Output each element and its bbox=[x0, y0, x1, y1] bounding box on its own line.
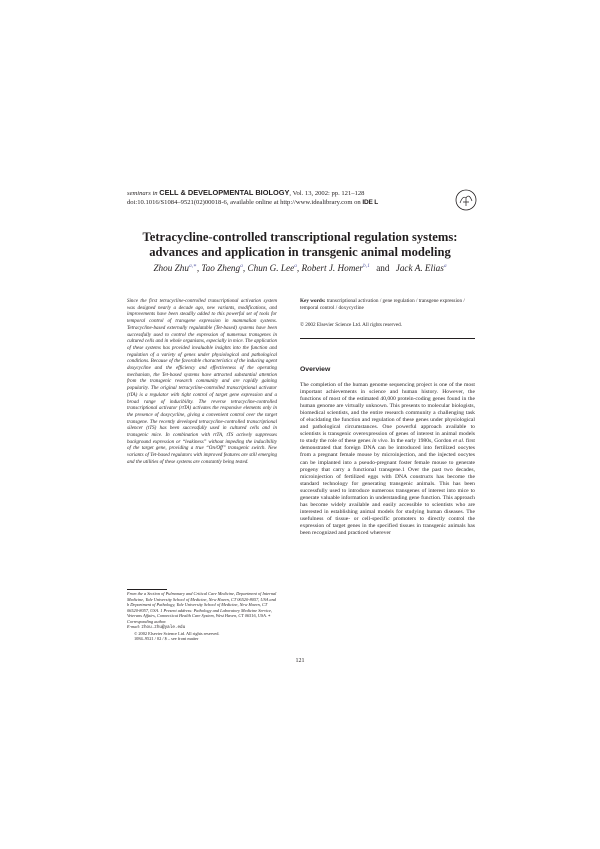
email-line: E-mail: zhou.zhu@yale.edu bbox=[127, 624, 186, 631]
affiliations: From the a Section of Pulmonary and Critical Care Medicine, Department of Internal Medicine, Yale University School of Medicine, New Haven, CT 06520-8057, USA and b Department of Pathology, Yale University School of Medicine, New Haven, CT 06520-8057, USA. 1 Present address: Pathology and Laboratory Medicine Service, Veterans Affairs, Connecticut Health Care System, West Haven, CT 06516, USA. ∗ Corresponding author. bbox=[127, 591, 277, 624]
affiliation-footnote bbox=[127, 591, 277, 642]
author: Robert J. Homer$^{b,1}$ bbox=[301, 262, 370, 273]
doi-line bbox=[127, 199, 482, 208]
author: Chun G. Lee$^a$ bbox=[247, 262, 297, 273]
author: Zhou Zhu$^{a,∗}$ bbox=[153, 262, 197, 273]
issn-line: 1084–9521 / 02 / $ – see front matter bbox=[134, 636, 199, 642]
author: Jack A. Elias$^a$ bbox=[395, 262, 447, 273]
journal-citation-line bbox=[127, 189, 482, 199]
copyright-line: © 2002 Elsevier Science Ltd. All rights reserved. bbox=[300, 322, 403, 328]
elsevier-logo-icon bbox=[455, 189, 477, 211]
title-line-1: Tetracycline-controlled transcriptional regulation systems: bbox=[142, 230, 458, 244]
journal-citation: , Vol. 13, 2002: pp. 121–128 bbox=[289, 190, 365, 197]
footnote-divider bbox=[127, 589, 167, 590]
in-vivo: in vivo bbox=[372, 438, 388, 445]
doi-text: doi:10.1016/S1084–9521(02)00018-6, available online at http://www.idealibrary.com on bbox=[127, 198, 361, 206]
section-heading: Overview bbox=[300, 366, 331, 373]
page-number: 121 bbox=[295, 658, 305, 664]
keywords-text: transcriptional activation / gene regulation / transgene expression / temporal control / doxycycline bbox=[300, 298, 465, 311]
article-title bbox=[90, 230, 510, 259]
keywords bbox=[300, 298, 475, 312]
et-al: et al. bbox=[452, 438, 465, 445]
authors-and: and bbox=[376, 263, 390, 273]
journal-header bbox=[127, 189, 482, 207]
keywords-label: Key words: bbox=[300, 298, 326, 304]
abstract: Since the first tetracycline-controlled transcriptional activation system was designed nearly a decade ago, new variants, modifications, and improvements have been steadily added to this powerful set of tools for temporal control of transgene expression in mammalian systems. Tetracycline-based externally regulatable (Tet-based) systems have been successfully used to control the expression of numerous transgenes in cultured cells and in whole organisms, especially in mice. The application of these systems has provided invaluable insights into the function and regulation of a variety of genes under physiological and pathological conditions. Because of the favorable characteristics of the inducing agent doxycycline and the efficiency and effectiveness of the operating mechanism, the Tet-based systems have attracted substantial attention from the transgenic research community and are rapidly gaining popularity. The original tetracycline-controlled transcriptional activator (tTA) is a regulator with tight control of target gene expression and a broad range of inducibility. The reverse tetracycline-controlled transcriptional activator (rtTA) activates the responsive elements only in the presence of doxycycline, giving a convenient control over the target transgene. The recently developed tetracycline-controlled transcriptional silencer (tTS) has been successfully used in cultured cells and in transgenic mice. In combination with rtTA, tTS actively suppresses background expression or “leakiness” without impeding the inducibility of the target gene, providing a true “On/Off” transgenic switch. New variants of Tet-based regulators with improved features are still emerging and the utilities of these systems are constantly being tested. bbox=[127, 298, 277, 465]
author-email[interactable]: zhou.zhu@yale.edu bbox=[141, 625, 186, 631]
body-text: The completion of the human genome sequencing project is one of the most important achievements in science and human history. However, the functions of most of the estimated 40,000 protein-coding genes found in the human genome are virtually unknown. This presents to molecular biologists, biomedical scientists, and the entire research community a challenging task of elucidating the function and regulation of these genes under physiological and pathological circumstances. One powerful approach available to scientists is transgenic overexpression of genes of interest in animal models to study the role of these genes in vivo. In the early 1980s, Gordon et al. first demonstrated that foreign DNA can be introduced into fertilized oocytes from a pregnant female mouse by microinjection, and the injected oocytes can be implanted into a pseudo-pregnant foster female mouse to generate progeny that carry a functional transgene.1 Over the past two decades, microinjection of fertilized eggs with DNA constructs has become the standard technology for generating transgenic animals. This has been successfully used to introduce numerous transgenes of interest into mice to generate valuable information in understanding gene function. This approach has become widely available and easily accessible to scientists who are interested in establishing animal models for studying human diseases. The usefulness of tissue- or cell-specific promoters to directly control the expression of target genes in the specified tissues in transgenic animals has been recognized and practiced wherever bbox=[300, 382, 475, 536]
author: Tao Zheng$^a$ bbox=[201, 262, 243, 273]
footnote-copyright: © 2002 Elsevier Science Ltd. All rights reserved. bbox=[134, 630, 220, 636]
ideal-logo: IDE L bbox=[362, 198, 379, 206]
section-divider bbox=[300, 338, 475, 339]
author-list: Zhou Zhu$^{a,∗}$, Tao Zheng$^a$, Chun G. Lee$^a$, Robert J. Homer$^{b,1}$ and Jack A. Elias$^a$ bbox=[153, 262, 447, 273]
journal-prefix: seminars in bbox=[127, 190, 158, 197]
title-line-2: advances and application in transgenic animal modeling bbox=[149, 244, 451, 259]
journal-name: CELL & DEVELOPMENTAL BIOLOGY bbox=[159, 188, 290, 197]
